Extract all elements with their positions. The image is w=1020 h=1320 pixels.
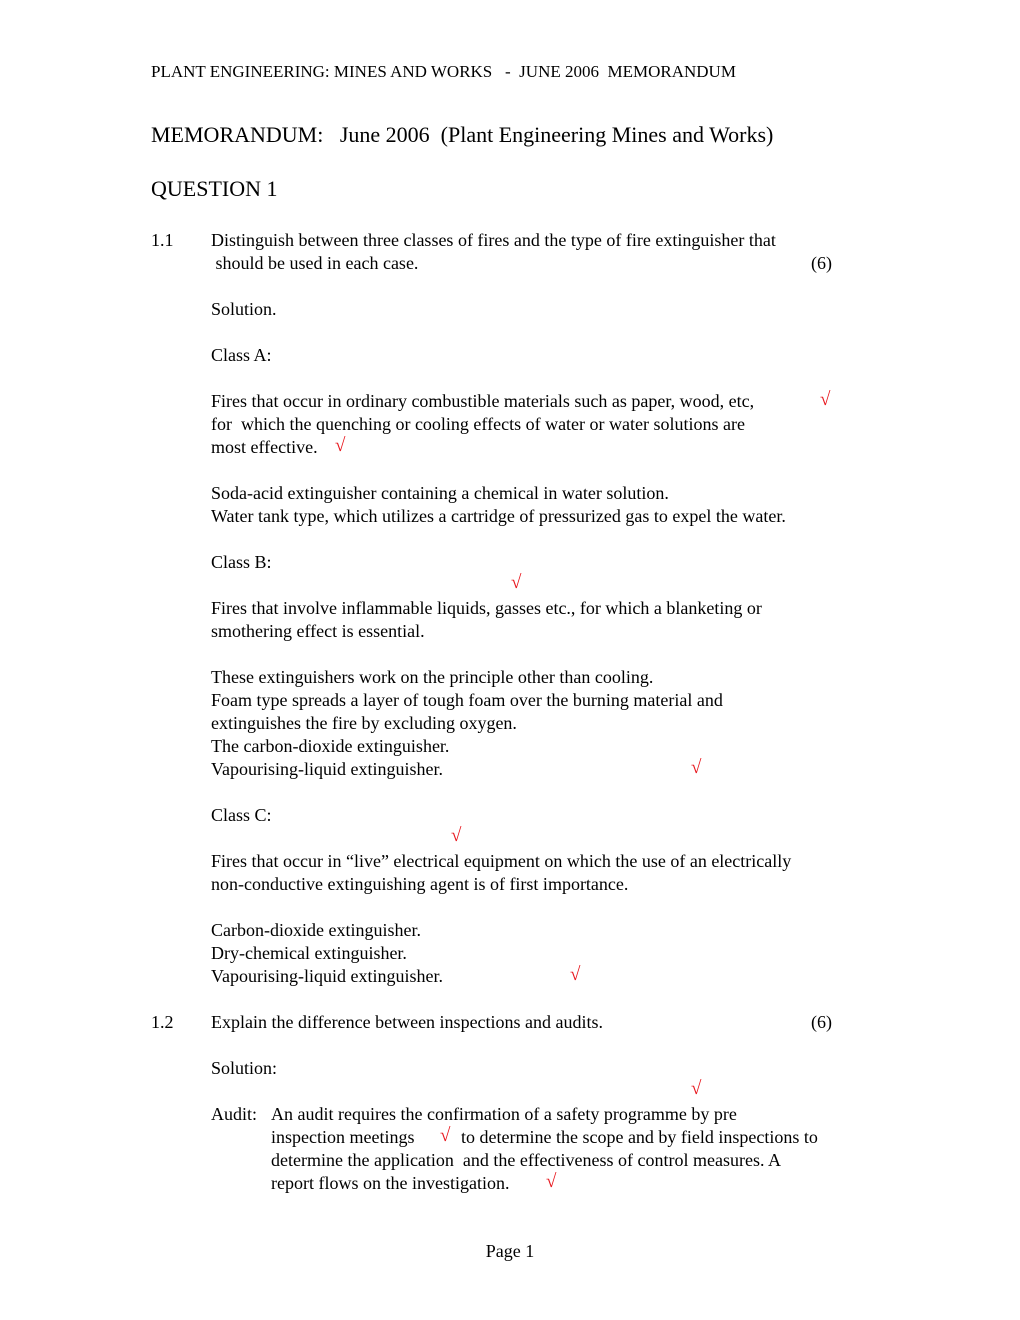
check-mark-icon: √ bbox=[570, 964, 581, 985]
check-mark-icon: √ bbox=[451, 825, 462, 846]
answer-line: report flows on the investigation. bbox=[271, 1173, 510, 1193]
check-mark-icon: √ bbox=[440, 1125, 451, 1146]
answer-line: most effective. bbox=[211, 437, 318, 457]
answer-line: An audit requires the confirmation of a safety programme by pre bbox=[271, 1104, 737, 1124]
answer-line: Fires that occur in “live” electrical equipment on which the use of an electrically bbox=[211, 851, 792, 871]
answer-line: These extinguishers work on the principle other than cooling. bbox=[211, 667, 654, 687]
check-mark-icon: √ bbox=[820, 389, 831, 410]
question-text: Explain the difference between inspections and audits. bbox=[211, 1012, 604, 1032]
check-mark-icon: √ bbox=[511, 572, 522, 593]
answer-line: Carbon-dioxide extinguisher. bbox=[211, 920, 421, 940]
check-mark-icon: √ bbox=[546, 1171, 557, 1192]
answer-line: Water tank type, which utilizes a cartridge of pressurized gas to expel the water. bbox=[211, 506, 786, 526]
class-heading: Class C: bbox=[211, 805, 272, 825]
answer-line: Foam type spreads a layer of tough foam over the burning material and bbox=[211, 690, 723, 710]
answer-line: smothering effect is essential. bbox=[211, 621, 425, 641]
running-header: PLANT ENGINEERING: MINES AND WORKS - JUNE 2006 MEMORANDUM bbox=[151, 62, 736, 81]
check-mark-icon: √ bbox=[691, 757, 702, 778]
memo-title: MEMORANDUM: June 2006 (Plant Engineering Mines and Works) bbox=[151, 122, 774, 147]
answer-line: non-conductive extinguishing agent is of first importance. bbox=[211, 874, 629, 894]
class-heading: Class B: bbox=[211, 552, 272, 572]
question-heading: QUESTION 1 bbox=[151, 176, 278, 201]
answer-line: The carbon-dioxide extinguisher. bbox=[211, 736, 450, 756]
answer-line: Vapourising-liquid extinguisher. bbox=[211, 759, 443, 779]
audit-label: Audit: bbox=[211, 1104, 258, 1124]
solution-label: Solution: bbox=[211, 1058, 278, 1078]
page-number: Page 1 bbox=[485, 1241, 535, 1261]
question-text: should be used in each case. bbox=[211, 253, 419, 273]
solution-label: Solution. bbox=[211, 299, 277, 319]
answer-line: Fires that involve inflammable liquids, gasses etc., for which a blanketing or bbox=[211, 598, 762, 618]
question-text: Distinguish between three classes of fires and the type of fire extinguisher that bbox=[211, 230, 776, 250]
answer-line: Fires that occur in ordinary combustible materials such as paper, wood, etc, bbox=[211, 391, 755, 411]
question-marks: (6) bbox=[811, 253, 832, 273]
answer-line: Vapourising-liquid extinguisher. bbox=[211, 966, 443, 986]
check-mark-icon: √ bbox=[691, 1078, 702, 1099]
answer-line: inspection meetings bbox=[271, 1127, 415, 1147]
answer-line: to determine the scope and by field inspections to bbox=[461, 1127, 818, 1147]
answer-line: Dry-chemical extinguisher. bbox=[211, 943, 407, 963]
check-mark-icon: √ bbox=[335, 435, 346, 456]
answer-line: extinguishes the fire by excluding oxygen. bbox=[211, 713, 517, 733]
question-marks: (6) bbox=[811, 1012, 832, 1032]
class-heading: Class A: bbox=[211, 345, 272, 365]
question-number: 1.1 bbox=[151, 230, 174, 250]
answer-line: Soda-acid extinguisher containing a chemical in water solution. bbox=[211, 483, 669, 503]
answer-line: for which the quenching or cooling effects of water or water solutions are bbox=[211, 414, 745, 434]
question-number: 1.2 bbox=[151, 1012, 174, 1032]
answer-line: determine the application and the effectiveness of control measures. A bbox=[271, 1150, 781, 1170]
